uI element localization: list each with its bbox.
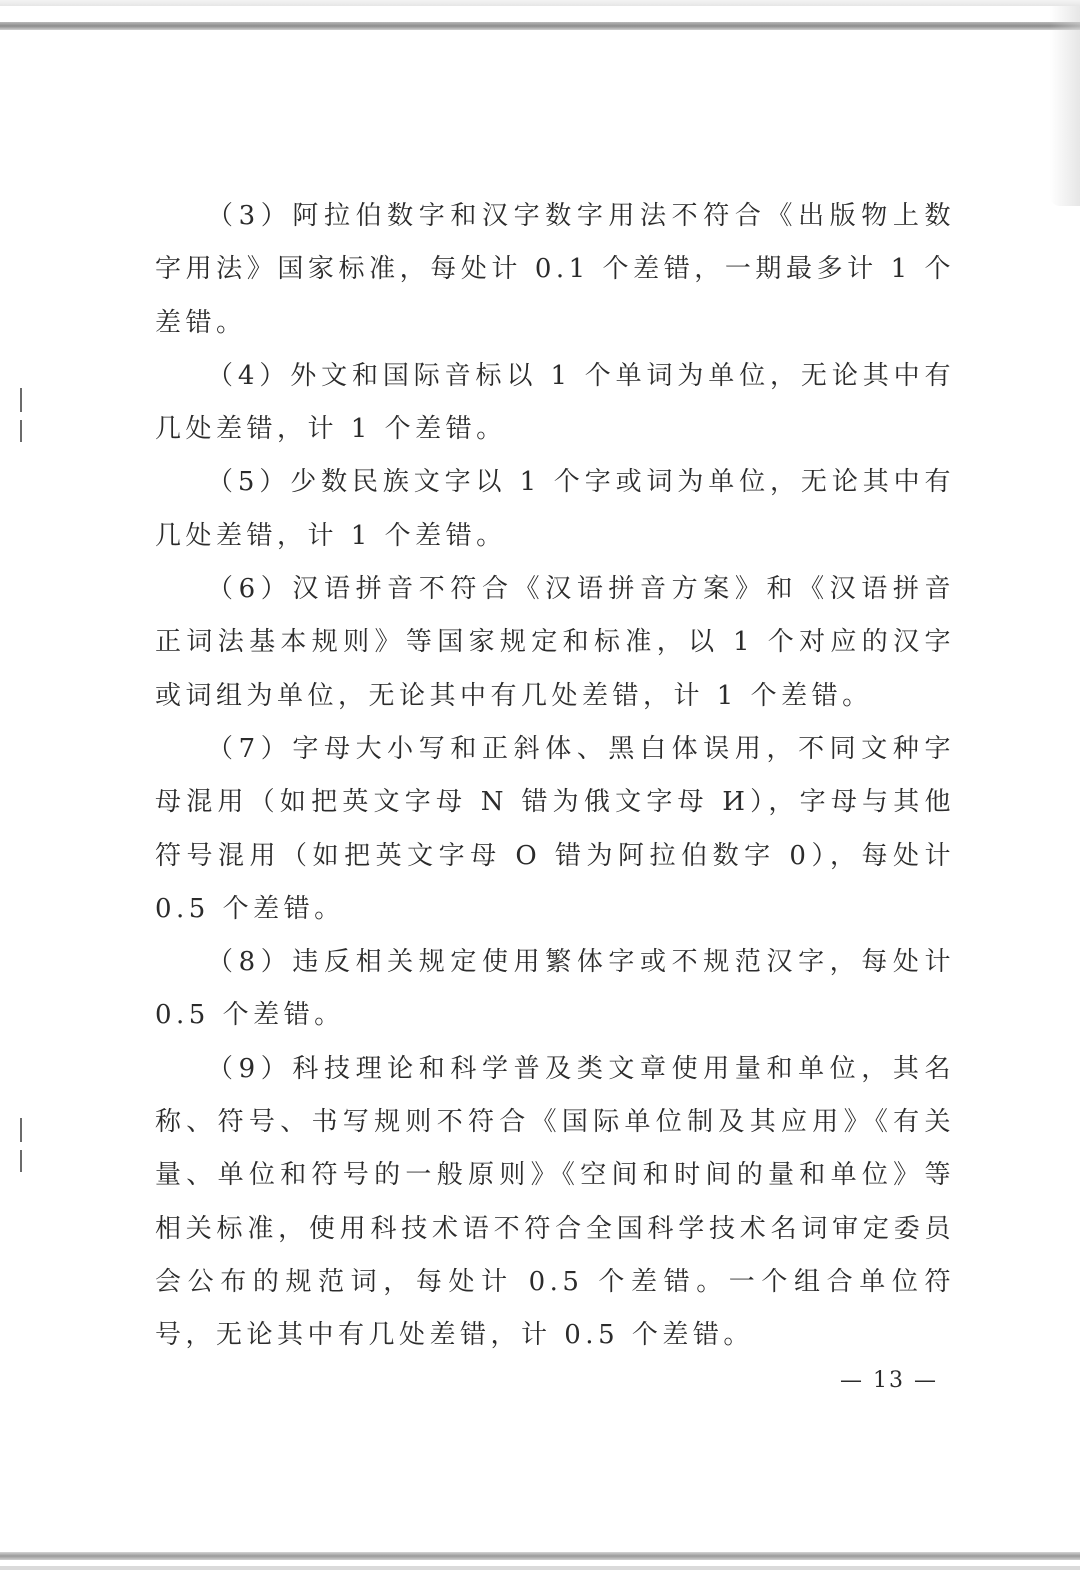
paragraph-3: （3）阿拉伯数字和汉字数字用法不符合《出版物上数字用法》国家标准，每处计 0.1 个差错，一期最多计 1 个差错。: [155, 201, 955, 338]
scan-edge-bottom-light: [0, 1566, 1080, 1570]
paragraph-7: （7）字母大小写和正斜体、黑白体误用，不同文种字母混用（如把英文字母 N 错为俄文字母 И），字母与其他符号混用（如把英文字母 O 错为阿拉伯数字 0），每处计 0.5 个差错。: [155, 733, 955, 924]
binder-hole-mark: [20, 1118, 22, 1142]
page-number: — 13 —: [840, 1368, 938, 1393]
document-body: [155, 190, 955, 1363]
scan-edge-bottom: [0, 1552, 1080, 1560]
scan-edge-top-light: [0, 0, 1080, 6]
paragraph-4: （4）外文和国际音标以 1 个单词为单位，无论其中有几处差错，计 1 个差错。: [155, 360, 955, 445]
binder-hole-mark: [20, 388, 22, 412]
paragraph-8: （8）违反相关规定使用繁体字或不规范汉字，每处计 0.5 个差错。: [155, 947, 955, 1031]
binder-hole-mark: [20, 420, 22, 442]
paragraph-6: （6）汉语拼音不符合《汉语拼音方案》和《汉语拼音正词法基本规则》等国家规定和标准，以 1 个对应的汉字或词组为单位，无论其中有几处差错，计 1 个差错。: [155, 574, 955, 711]
paragraph-5: （5）少数民族文字以 1 个字或词为单位，无论其中有几处差错，计 1 个差错。: [155, 467, 955, 551]
paragraph-9: （9）科技理论和科学普及类文章使用量和单位，其名称、符号、书写规则不符合《国际单位制及其应用》《有关量、单位和符号的一般原则》《空间和时间的量和单位》等相关标准，使用科技术语不符合全国科学技术名词审定委员会公布的规范词，每处计 0.5 个差错。一个组合单位符号，无论其中有几处差错，计 0.5 个差错。: [155, 1053, 955, 1351]
binder-hole-mark: [20, 1150, 22, 1172]
scan-edge-top: [0, 22, 1080, 30]
page-fold-shadow: [1050, 6, 1080, 206]
